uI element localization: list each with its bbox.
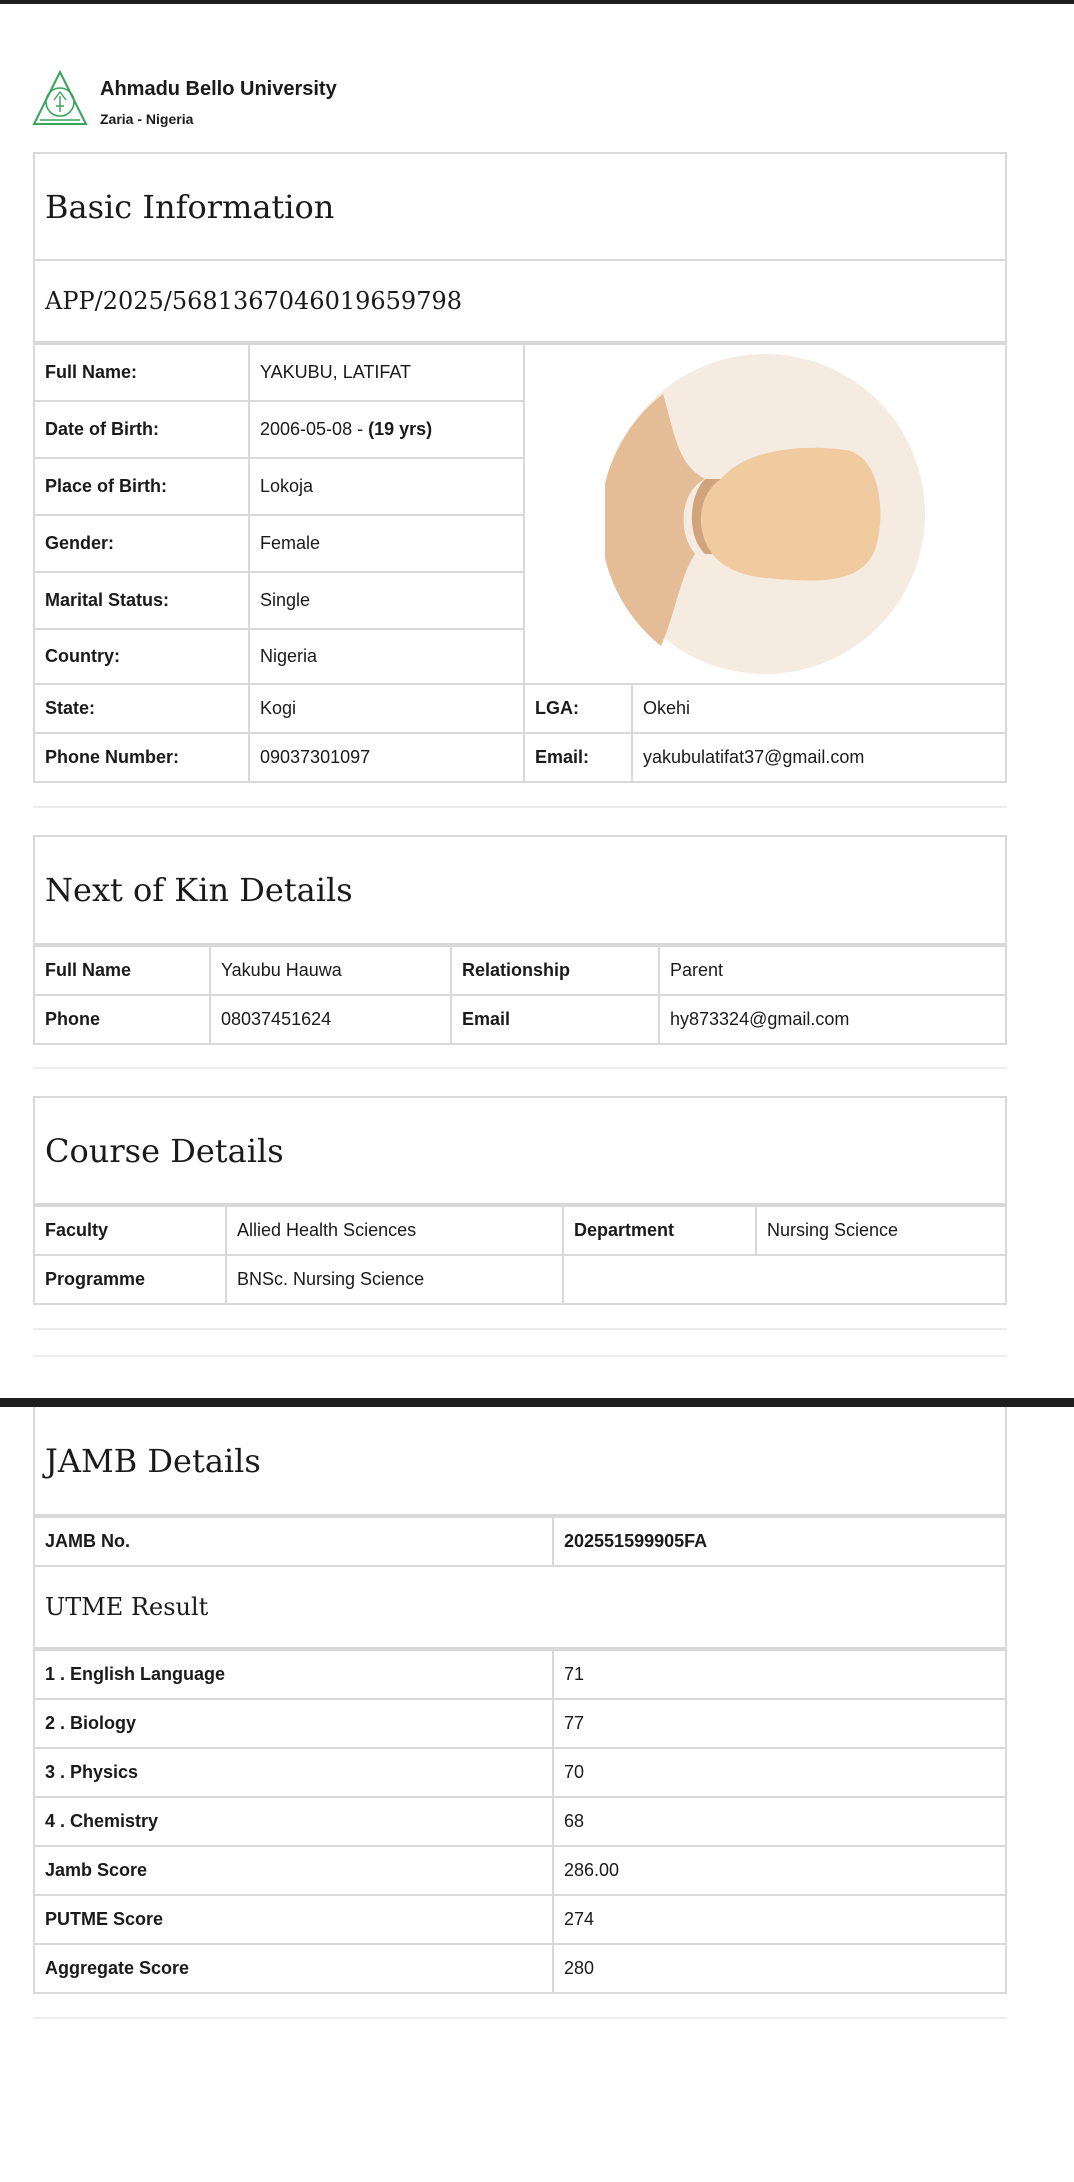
department-label: Department	[563, 1206, 756, 1255]
application-number: APP/2025/5681367046019659798	[35, 261, 1005, 343]
basic-information-table	[35, 343, 1005, 781]
next-of-kin-card	[33, 835, 1007, 1045]
divider	[33, 806, 1007, 808]
faculty-label: Faculty	[35, 1206, 226, 1255]
jamb-number-label: JAMB No.	[35, 1517, 553, 1565]
kin-phone-label: Phone	[35, 995, 210, 1043]
basic-information-card	[33, 152, 1007, 783]
gender-value: Female	[249, 515, 524, 572]
subject-score: 77	[553, 1699, 1005, 1748]
place-of-birth-label: Place of Birth:	[35, 458, 249, 515]
kin-phone-value: 08037451624	[210, 995, 451, 1043]
kin-relationship-value: Parent	[659, 946, 1005, 995]
utme-result-title: UTME Result	[35, 1565, 1005, 1649]
email-label: Email:	[524, 733, 632, 781]
subject-score: 68	[553, 1797, 1005, 1846]
course-details-card	[33, 1096, 1007, 1305]
avatar-placeholder-icon	[605, 354, 925, 674]
empty-cell	[563, 1255, 1005, 1303]
next-of-kin-table	[35, 945, 1005, 1043]
lga-value: Okehi	[632, 684, 1005, 733]
country-label: Country:	[35, 629, 249, 684]
gender-label: Gender:	[35, 515, 249, 572]
kin-email-label: Email	[451, 995, 659, 1043]
full-name-label: Full Name:	[35, 344, 249, 401]
marital-status-value: Single	[249, 572, 524, 629]
dob-text: 2006-05-08 -	[260, 419, 369, 439]
course-details-table	[35, 1205, 1005, 1303]
aggregate-score-value: 280	[553, 1944, 1005, 1992]
department-value: Nursing Science	[756, 1206, 1005, 1255]
aggregate-score-label: Aggregate Score	[35, 1944, 553, 1992]
photo-cell	[524, 344, 1005, 684]
marital-status-label: Marital Status:	[35, 572, 249, 629]
state-label: State:	[35, 684, 249, 733]
subject-score: 71	[553, 1650, 1005, 1699]
basic-information-title: Basic Information	[35, 154, 1005, 261]
university-name: Ahmadu Bello University	[100, 78, 337, 100]
programme-value: BNSc. Nursing Science	[226, 1255, 563, 1303]
university-location: Zaria - Nigeria	[100, 111, 194, 127]
date-of-birth-value	[249, 401, 524, 458]
subject-label: 3 . Physics	[35, 1748, 553, 1797]
course-details-title: Course Details	[35, 1098, 1005, 1205]
subject-label: 1 . English Language	[35, 1650, 553, 1699]
jamb-score-label: Jamb Score	[35, 1846, 553, 1895]
age-text: (19 yrs)	[368, 419, 433, 439]
kin-relationship-label: Relationship	[451, 946, 659, 995]
next-of-kin-title: Next of Kin Details	[35, 837, 1005, 945]
jamb-details-card	[33, 1407, 1007, 1994]
phone-number-value: 09037301097	[249, 733, 524, 781]
country-value: Nigeria	[249, 629, 524, 684]
putme-score-value: 274	[553, 1895, 1005, 1944]
jamb-number-table	[35, 1516, 1005, 1565]
divider	[33, 1328, 1007, 1330]
jamb-details-title: JAMB Details	[35, 1407, 1005, 1516]
divider	[33, 1355, 1007, 1357]
subject-score: 70	[553, 1748, 1005, 1797]
kin-email-value: hy873324@gmail.com	[659, 995, 1005, 1043]
top-border	[0, 0, 1074, 4]
jamb-number-value: 202551599905FA	[553, 1517, 1005, 1565]
jamb-score-value: 286.00	[553, 1846, 1005, 1895]
email-value: yakubulatifat37@gmail.com	[632, 733, 1005, 781]
divider	[33, 1067, 1007, 1069]
divider	[33, 2017, 1007, 2019]
place-of-birth-value: Lokoja	[249, 458, 524, 515]
utme-result-table	[35, 1649, 1005, 1992]
university-logo-icon	[32, 70, 88, 126]
subject-label: 2 . Biology	[35, 1699, 553, 1748]
kin-full-name-value: Yakubu Hauwa	[210, 946, 451, 995]
putme-score-label: PUTME Score	[35, 1895, 553, 1944]
state-value: Kogi	[249, 684, 524, 733]
full-name-value: YAKUBU, LATIFAT	[249, 344, 524, 401]
date-of-birth-label: Date of Birth:	[35, 401, 249, 458]
lga-label: LGA:	[524, 684, 632, 733]
phone-number-label: Phone Number:	[35, 733, 249, 781]
page-break-bar	[0, 1398, 1074, 1407]
faculty-value: Allied Health Sciences	[226, 1206, 563, 1255]
kin-full-name-label: Full Name	[35, 946, 210, 995]
subject-label: 4 . Chemistry	[35, 1797, 553, 1846]
header	[32, 70, 632, 130]
programme-label: Programme	[35, 1255, 226, 1303]
